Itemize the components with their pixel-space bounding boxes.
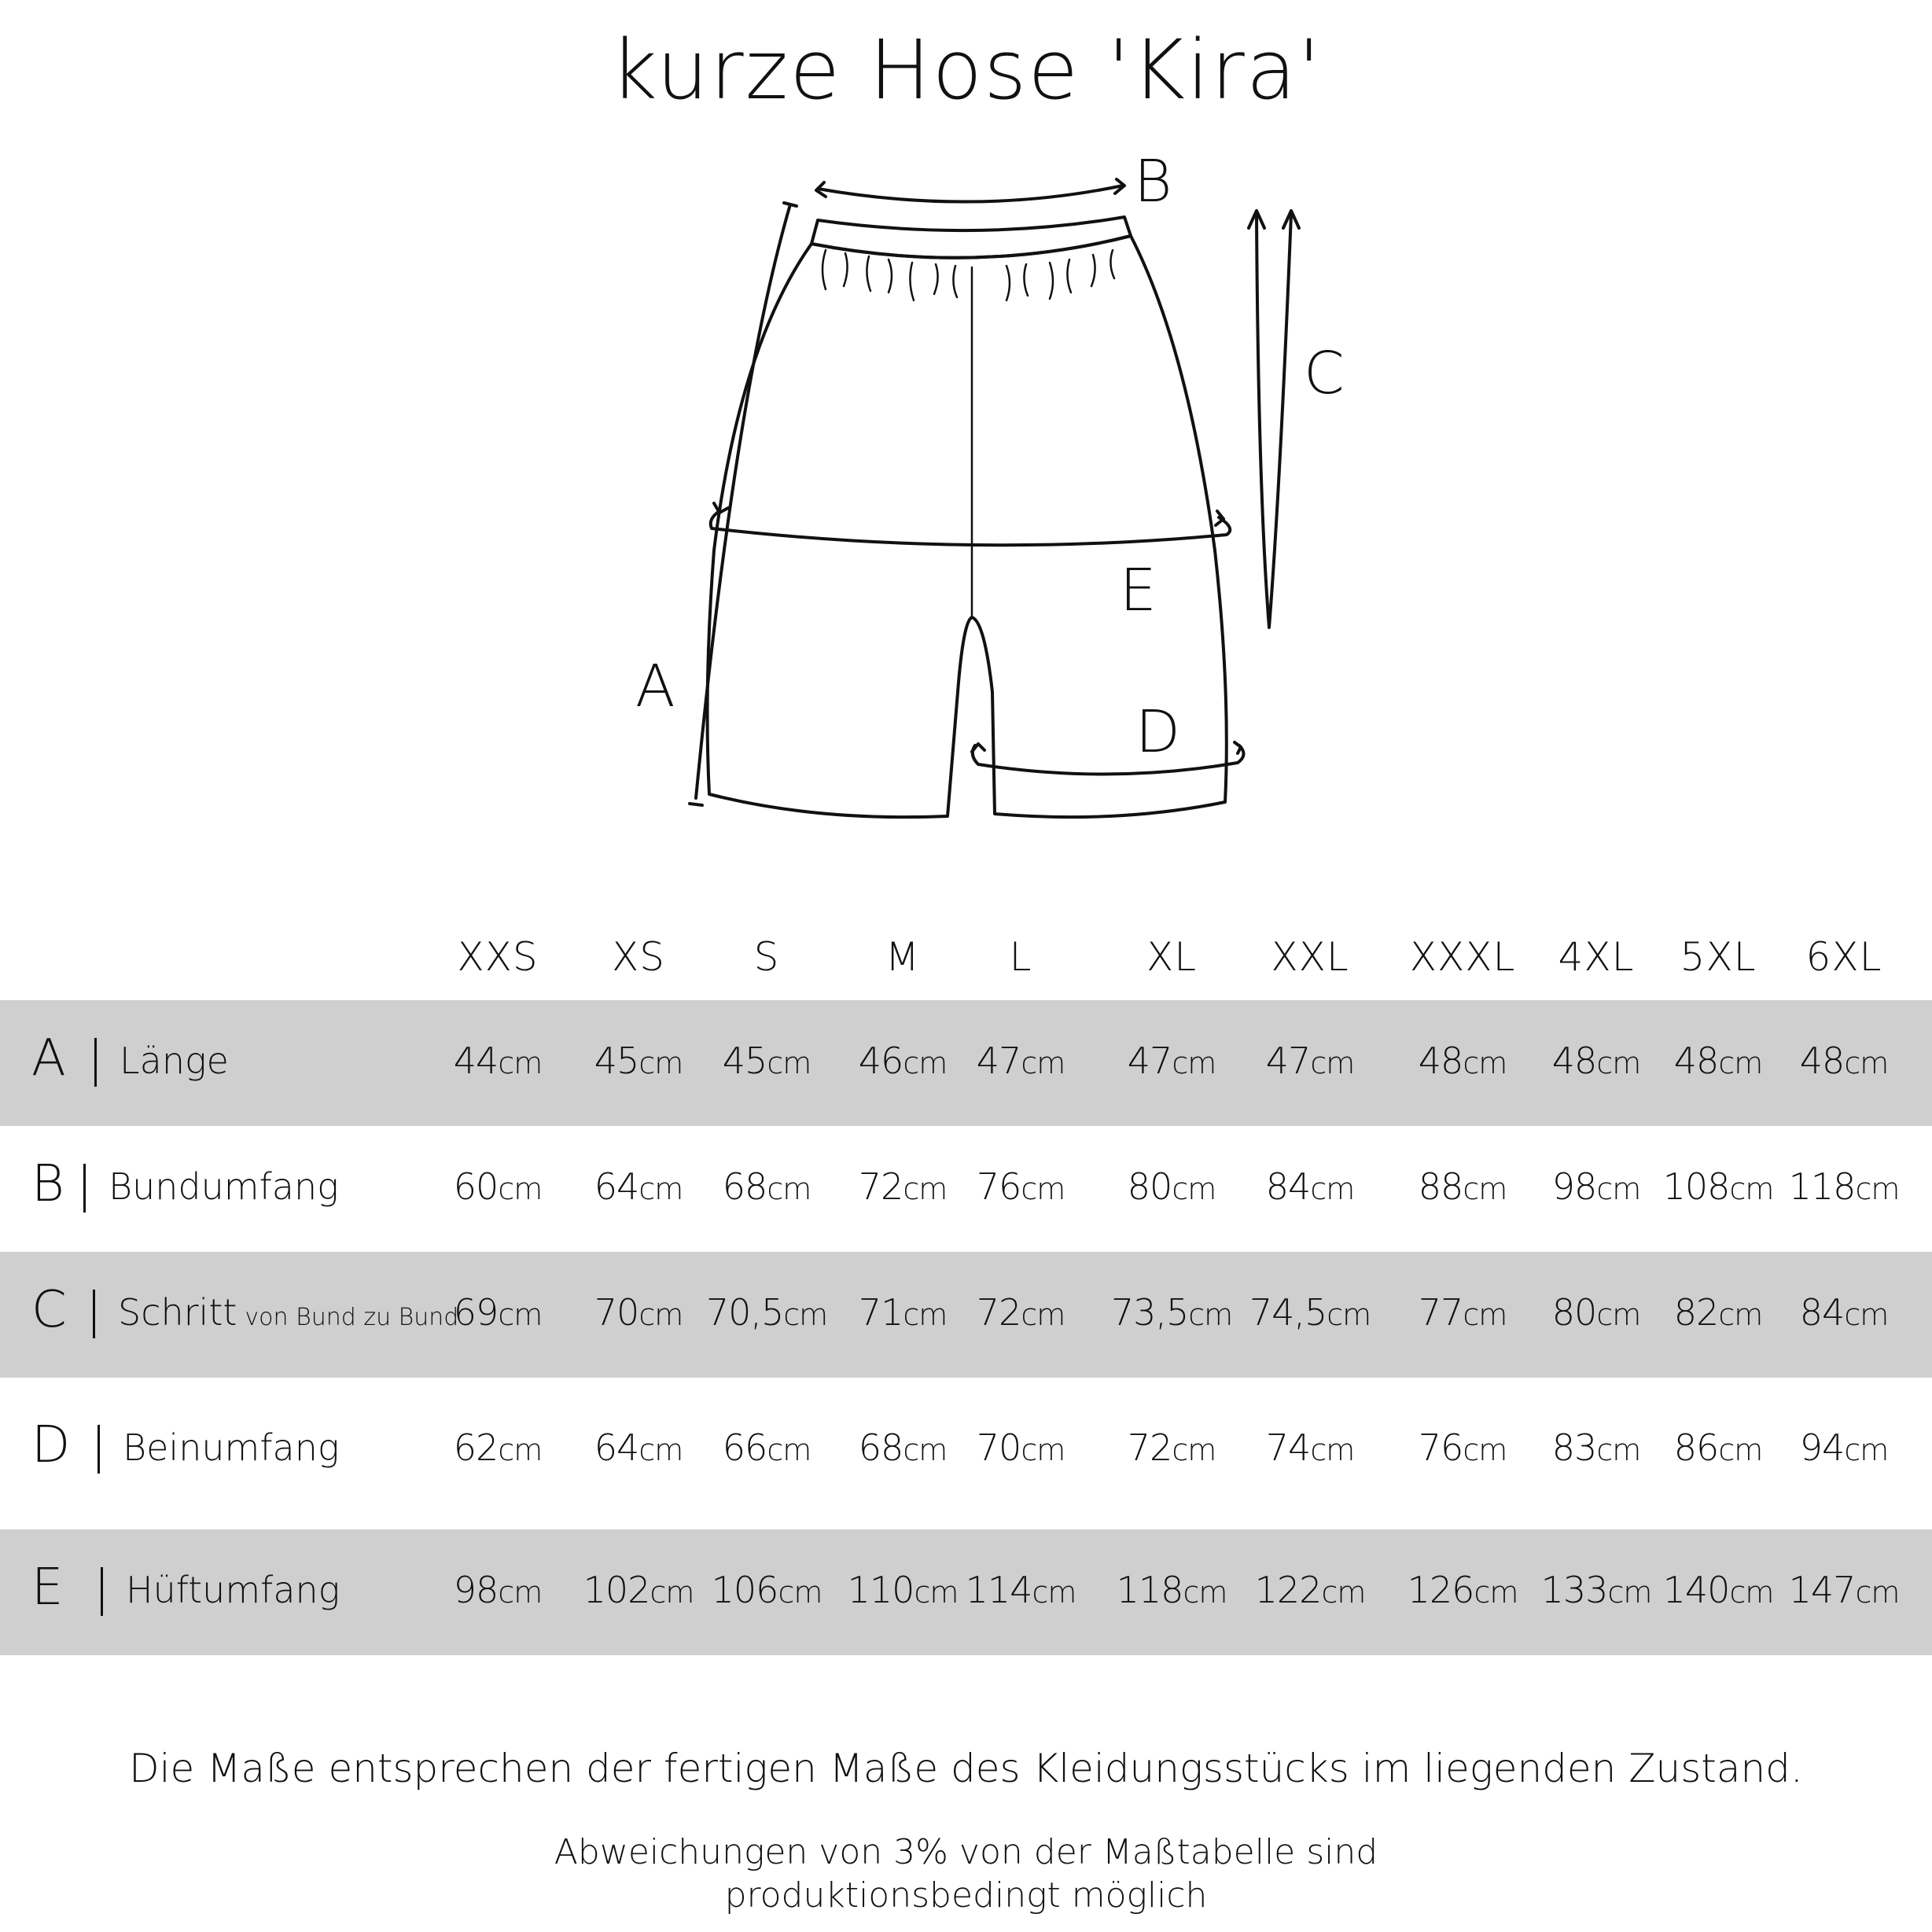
table-cell: 60cm [453,1165,543,1208]
table-row-b [0,1126,1932,1252]
table-cell: 48cm [1551,1040,1641,1082]
table-cell: 68cm [722,1165,811,1208]
left-leg-outline [708,244,972,817]
footnote-measurements: Die Maße entsprechen der fertigen Maße des Kleidungsstücks im liegenden Zustand. [129,1746,1803,1791]
table-cell: 108cm [1662,1165,1774,1208]
size-header-xxl: XXL [1271,934,1349,980]
table-cell: 76cm [1418,1426,1507,1469]
table-cell: 64cm [594,1426,683,1469]
shorts-diagram [0,0,1932,865]
size-header-6xl: 6XL [1805,934,1882,980]
table-cell: 47cm [1265,1040,1355,1082]
table-cell: 66cm [722,1426,811,1469]
table-cell: 110cm [847,1569,959,1611]
footnote-deviation-line2: produktionsbedingt möglich [724,1875,1208,1915]
label-d: D [1135,698,1180,766]
table-cell: 44cm [453,1040,543,1082]
measure-e-line [711,511,1230,545]
table-cell: 122cm [1254,1569,1366,1611]
table-cell: 133cm [1540,1569,1652,1611]
row-letter: A [31,1029,66,1087]
table-cell: 88cm [1418,1165,1507,1208]
measure-b-line [818,186,1123,202]
size-header-4xl: 4XL [1558,934,1635,980]
table-cell: 102cm [583,1569,694,1611]
table-cell: 86cm [1673,1426,1763,1469]
table-row-d [0,1387,1932,1513]
row-divider [93,1290,95,1338]
table-cell: 70,5cm [705,1291,828,1334]
row-letter: B [31,1155,64,1213]
table-cell: 98cm [1551,1165,1641,1208]
table-cell: 71cm [858,1291,948,1334]
table-cell: 64cm [594,1165,683,1208]
table-cell: 74,5cm [1249,1291,1371,1334]
page-title: kurze Hose 'Kira' [609,22,1323,118]
label-b: B [1134,148,1172,215]
table-cell: 82cm [1673,1291,1763,1334]
row-label: Schritt von Bund zu Bund [118,1291,459,1334]
table-row-a [0,1000,1932,1126]
measure-a-line [696,204,790,798]
table-cell: 114cm [965,1569,1076,1611]
size-header-xxxl: XXXL [1409,934,1516,980]
row-label: Hüftumfang [126,1569,340,1611]
table-cell: 72cm [858,1165,948,1208]
table-row-c [0,1252,1932,1378]
table-cell: 62cm [453,1426,543,1469]
table-cell: 94cm [1799,1426,1889,1469]
table-cell: 45cm [722,1040,811,1082]
row-sublabel: von Bund zu Bund [245,1304,459,1331]
table-cell: 126cm [1407,1569,1518,1611]
row-divider [101,1567,103,1616]
table-cell: 72cm [1127,1426,1216,1469]
size-header-5xl: 5XL [1680,934,1757,980]
table-cell: 74cm [1265,1426,1355,1469]
row-letter: C [31,1281,67,1339]
table-cell: 47cm [1127,1040,1216,1082]
table-cell: 84cm [1799,1291,1889,1334]
footnote-deviation-line1: Abweichungen von 3% von der Maßtabelle sind [554,1832,1378,1872]
right-leg-outline [972,236,1227,817]
size-header-m: M [885,934,921,980]
table-cell: 83cm [1551,1426,1641,1469]
table-cell: 73,5cm [1110,1291,1233,1334]
table-cell: 77cm [1418,1291,1507,1334]
row-letter: D [31,1416,71,1474]
table-cell: 48cm [1418,1040,1507,1082]
label-a: A [635,653,675,720]
table-cell: 68cm [858,1426,948,1469]
table-cell: 80cm [1551,1291,1641,1334]
table-cell: 46cm [858,1040,948,1082]
table-row-e [0,1529,1932,1655]
row-label: Länge [120,1040,229,1082]
table-cell: 47cm [976,1040,1065,1082]
row-divider [98,1425,100,1474]
row-divider [94,1038,97,1087]
size-header-s: S [753,934,780,980]
measure-c-line [1257,214,1291,627]
row-letter: E [31,1558,64,1617]
size-header-xs: XS [612,934,665,980]
table-cell: 98cm [453,1569,543,1611]
label-c: C [1304,340,1345,407]
table-cell: 80cm [1127,1165,1216,1208]
table-cell: 147cm [1788,1569,1900,1611]
table-cell: 84cm [1265,1165,1355,1208]
table-cell: 69cm [453,1291,543,1334]
table-cell: 70cm [976,1426,1065,1469]
table-cell: 106cm [711,1569,822,1611]
table-cell: 45cm [594,1040,683,1082]
size-header-l: L [1009,934,1032,980]
size-header-xl: XL [1146,934,1198,980]
table-cell: 48cm [1673,1040,1763,1082]
waistband-lower [811,236,1131,258]
table-cell: 140cm [1662,1569,1774,1611]
row-label: Beinumfang [123,1426,340,1469]
table-cell: 118cm [1788,1165,1900,1208]
size-header-xxs: XXS [457,934,539,980]
measure-d-line [973,745,1244,775]
table-cell: 76cm [976,1165,1065,1208]
row-label: Bundumfang [109,1165,339,1208]
row-divider [83,1164,86,1213]
table-cell: 48cm [1799,1040,1889,1082]
table-cell: 72cm [976,1291,1065,1334]
table-cell: 118cm [1116,1569,1227,1611]
table-cell: 70cm [594,1291,683,1334]
label-e: E [1120,557,1157,624]
